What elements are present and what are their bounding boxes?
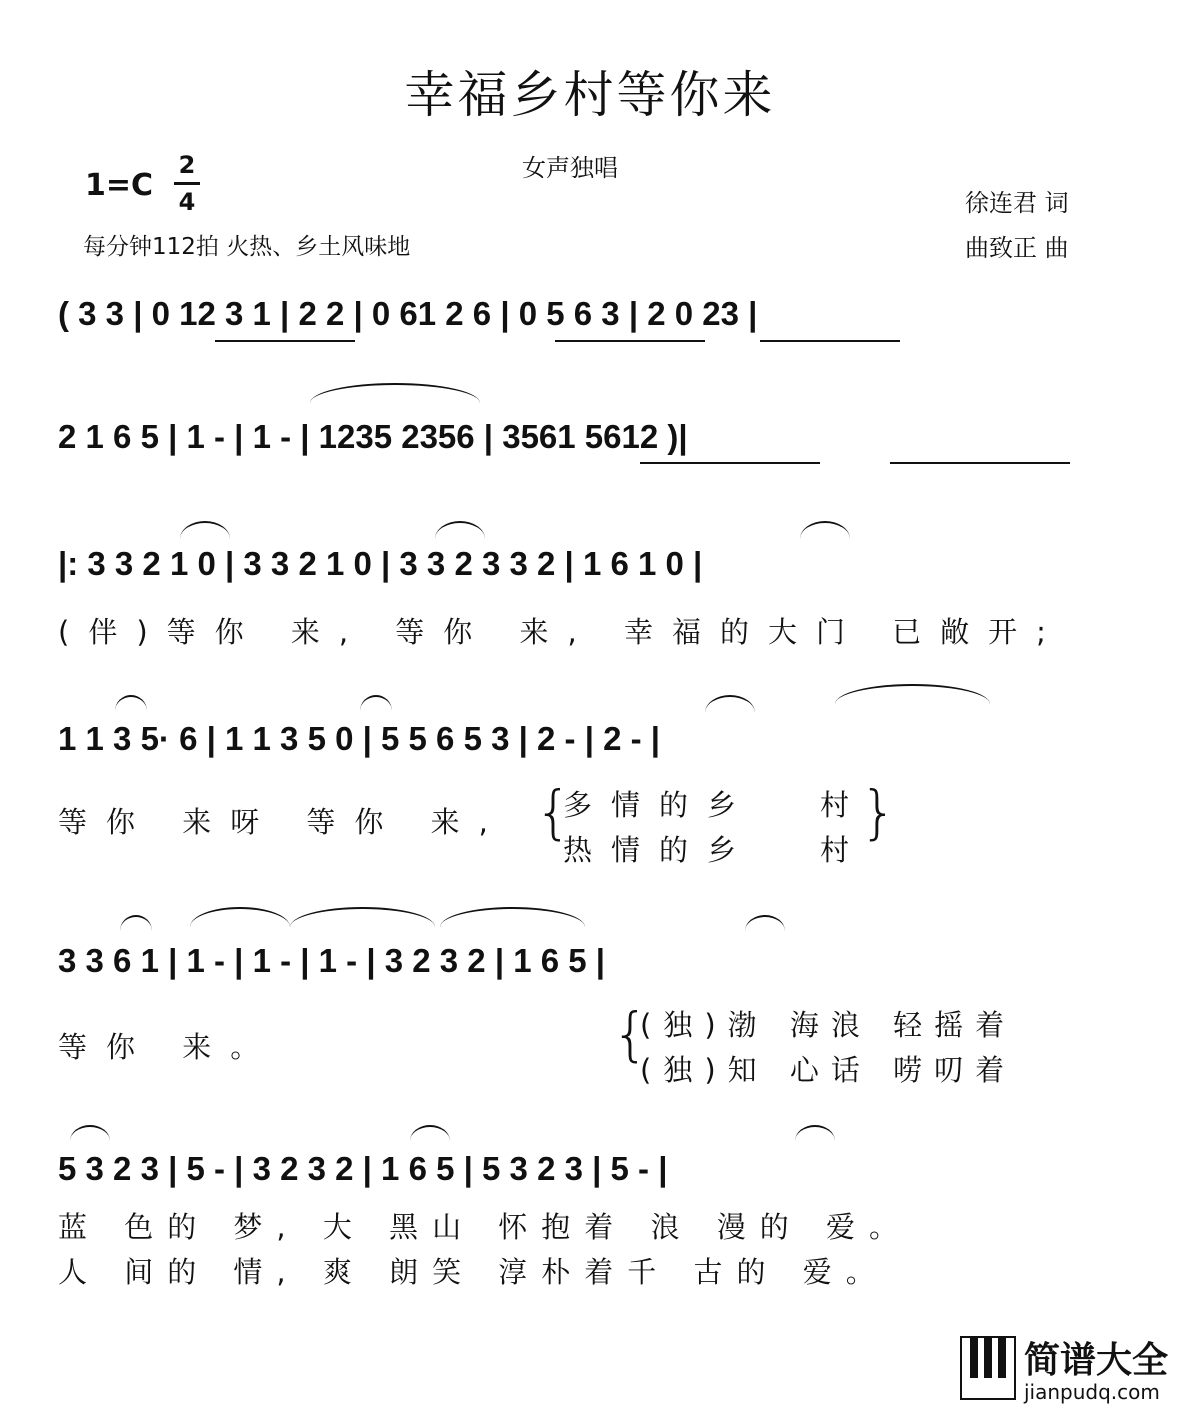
- lyric-line-4b1: 多情的乡: [563, 788, 756, 822]
- lyric-line-5b1: (独)渤 海浪 轻摇着: [640, 1008, 1017, 1042]
- lyric-line-6-verse2: 人 间的 情, 爽 朗笑 淳朴着千 古的 爱。: [58, 1255, 889, 1289]
- time-signature: [172, 148, 202, 219]
- slur: [180, 521, 230, 539]
- score-line-4: 1 1 3 5· 6 | 1 1 3 5 0 | 5 5 6 5 3 | 2 - | 2 - |: [58, 720, 661, 757]
- brace-right: }: [860, 778, 897, 846]
- lyric-line-5b2: (独)知 心话 唠叨着: [640, 1053, 1017, 1087]
- song-title: 幸福乡村等你来: [404, 66, 776, 124]
- slur: [360, 695, 392, 711]
- underline: [760, 340, 900, 342]
- tie-slur: [290, 907, 435, 927]
- underline: [215, 340, 355, 342]
- site-logo: [960, 1336, 1169, 1404]
- score-line-3: |: 3 3 2 1 0 | 3 3 2 1 0 | 3 3 2 3 3 2 | 1 6 1 0 |: [58, 545, 703, 582]
- lyric-line-4b2-end: 村: [820, 833, 869, 867]
- slur: [745, 915, 785, 931]
- lyric-line-4b2: 热情的乡: [563, 833, 756, 867]
- piano-keys-icon: [960, 1336, 1016, 1400]
- lyric-line-3: (伴)等你 来, 等你 来, 幸福的大门 已敞开;: [58, 615, 1065, 649]
- tie-slur: [310, 383, 480, 403]
- slur: [115, 695, 147, 711]
- underline: [640, 462, 820, 464]
- tie-slur: [440, 907, 585, 927]
- lyric-line-5a: 等你 来。: [58, 1030, 279, 1064]
- tie-slur: [835, 684, 990, 704]
- lyricist-credit: 徐连君 词: [965, 189, 1069, 217]
- logo-url: jianpudq.com: [1024, 1380, 1160, 1404]
- brace-left: {: [535, 778, 572, 846]
- score-line-6: 5 3 2 3 | 5 - | 3 2 3 2 | 1 6 5 | 5 3 2 3 | 5 - |: [58, 1150, 668, 1187]
- underline: [555, 340, 705, 342]
- tempo-marking: 每分钟112拍 火热、乡土风味地: [83, 234, 411, 260]
- slur: [800, 521, 850, 539]
- composer-credit: 曲致正 曲: [965, 234, 1069, 262]
- time-signature-bottom: 4: [178, 188, 196, 216]
- time-signature-bar: [174, 182, 200, 185]
- slur: [435, 521, 485, 539]
- score-line-5: 3 3 6 1 | 1 - | 1 - | 1 - | 3 2 3 2 | 1 6 5 |: [58, 942, 606, 979]
- lyric-line-4a: 等你 来呀 等你 来,: [58, 805, 507, 839]
- slur: [410, 1125, 450, 1141]
- tie-slur: [190, 907, 290, 927]
- key-signature: 1=C: [85, 168, 154, 203]
- lyric-line-4b1-end: 村: [820, 788, 869, 822]
- time-signature-top: 2: [178, 151, 196, 179]
- brace-left-2: {: [612, 1000, 649, 1068]
- slur: [705, 695, 755, 713]
- score-line-2: 2 1 6 5 | 1 - | 1 - | 1235 2356 | 3561 5612 )|: [58, 418, 688, 455]
- song-subtitle: 女声独唱: [522, 154, 618, 182]
- slur: [795, 1125, 835, 1141]
- underline: [890, 462, 1070, 464]
- slur: [120, 915, 152, 931]
- score-line-1: ( 3 3 | 0 12 3 1 | 2 2 | 0 61 2 6 | 0 5 6 3 | 2 0 23 |: [58, 295, 758, 332]
- logo-brand: 简谱大全: [1024, 1340, 1169, 1381]
- slur: [70, 1125, 110, 1141]
- lyric-line-6-verse1: 蓝 色的 梦, 大 黑山 怀抱着 浪 漫的 爱。: [58, 1210, 912, 1244]
